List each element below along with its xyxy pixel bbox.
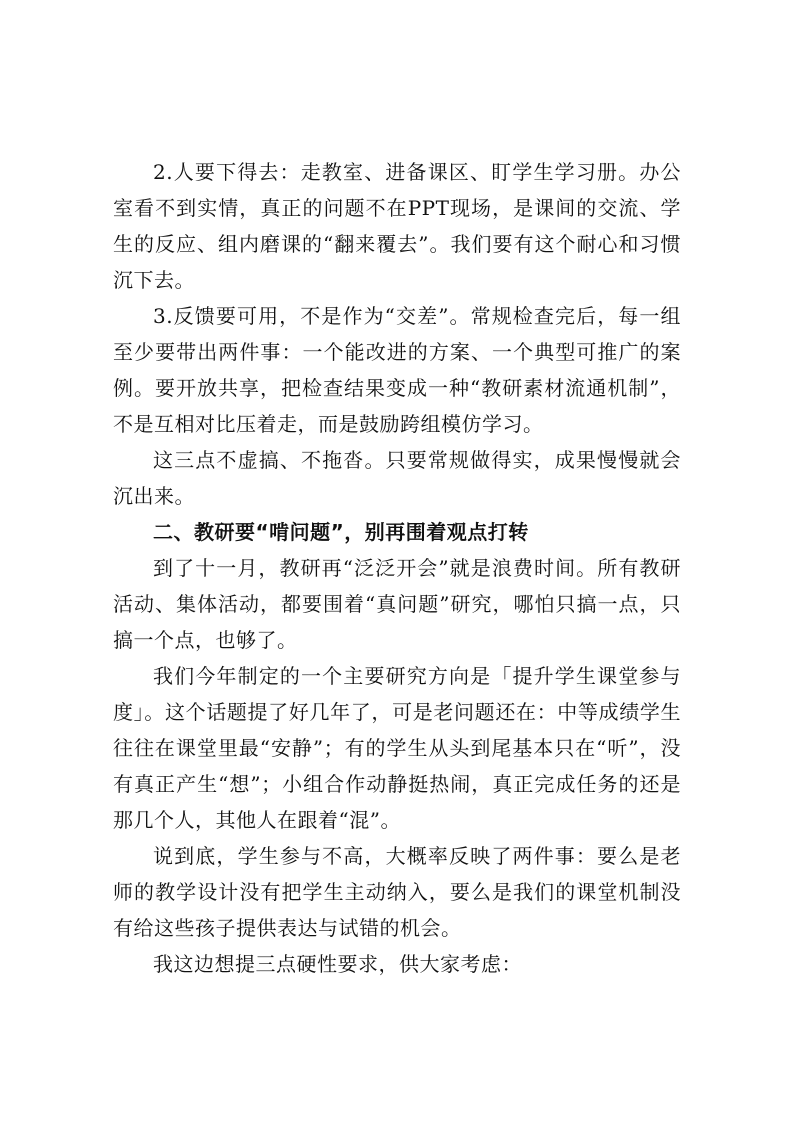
document-body bbox=[113, 154, 681, 982]
paragraph-point-2: 2.人要下得去：走教室、进备课区、盯学生学习册。办公室看不到实情，真正的问题不在PPT现场，是课间的交流、学生的反应、组内磨课的“翻来覆去”。我们要有这个耐心和习惯沉下去。 bbox=[113, 160, 681, 292]
paragraph-summary: 这三点不虚搞、不拖沓。只要常规做得实，成果慢慢就会沉出来。 bbox=[113, 448, 681, 508]
paragraph-analysis: 说到底，学生参与不高，大概率反映了两件事：要么是老师的教学设计没有把学生主动纳入，要么是我们的课堂机制没有给这些孩子提供表达与试错的机会。 bbox=[113, 844, 681, 940]
paragraph-november: 到了十一月，教研再“泛泛开会”就是浪费时间。所有教研活动、集体活动，都要围着“真问题”研究，哪怕只搞一点，只搞一个点，也够了。 bbox=[113, 556, 681, 652]
section-heading: 二、教研要“啃问题”，别再围着观点打转 bbox=[153, 520, 529, 544]
paragraph-point-3: 3.反馈要可用，不是作为“交差”。常规检查完后，每一组至少要带出两件事：一个能改进的方案、一个典型可推广的案例。要开放共享，把检查结果变成一种“教研素材流通机制”，不是互相对比压着走，而是鼓励跨组模仿学习。 bbox=[113, 304, 681, 436]
paragraph-requirements-intro: 我这边想提三点硬性要求，供大家考虑： bbox=[153, 952, 522, 976]
paragraph-research-direction: 我们今年制定的一个主要研究方向是「提升学生课堂参与度」。这个话题提了好几年了，可是老问题还在：中等成绩学生往往在课堂里最“安静”；有的学生从头到尾基本只在“听”，没有真正产生“想”；小组合作动静挺热闹，真正完成任务的还是那几个人，其他人在跟着“混”。 bbox=[113, 664, 681, 832]
